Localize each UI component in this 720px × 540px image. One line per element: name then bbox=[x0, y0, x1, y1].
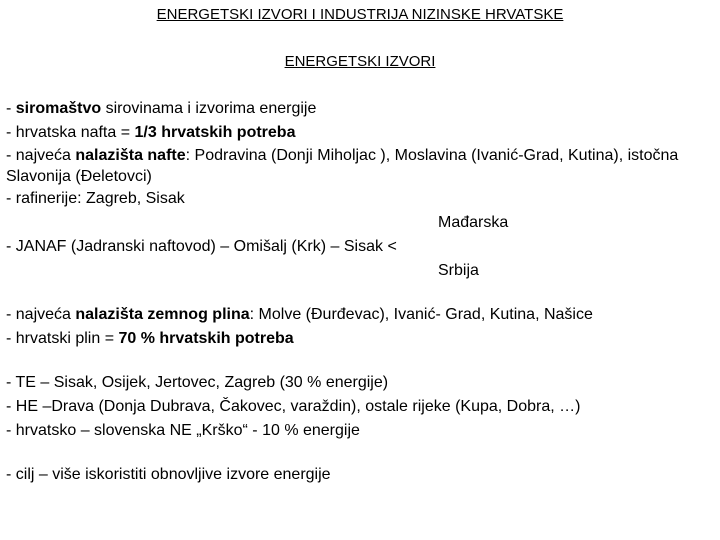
bullet-line-nuclear: - hrvatsko – slovenska NE „Krško“ - 10 % energije bbox=[6, 422, 360, 439]
bullet-line-refineries: - rafinerije: Zagreb, Sisak bbox=[6, 190, 185, 207]
bullet-line-hydro: - HE –Drava (Donja Dubrava, Čakovec, varaždin), ostale rijeke (Kupa, Dobra, …) bbox=[6, 398, 581, 415]
bullet-line-poverty: - siromaštvo sirovinama i izvorima energije bbox=[6, 100, 317, 117]
spacer bbox=[6, 283, 716, 303]
bold-term: siromaštvo bbox=[15, 100, 102, 117]
spacer bbox=[6, 351, 716, 371]
pipeline-branch-top: Mađarska bbox=[438, 214, 509, 231]
bold-term: 1/3 hrvatskih potreba bbox=[134, 124, 296, 141]
section-heading: ENERGETSKI IZVORI bbox=[284, 53, 436, 70]
pipeline-branch-bottom: Srbija bbox=[438, 262, 479, 279]
bullet-line-oil-fields: - najveća nalazišta nafte: Podravina (Donji Miholjac ), Moslavina (Ivanić-Grad, Kutina), istočna Slavonija (Đeletovci) bbox=[6, 147, 679, 185]
bullet-line-janaf: - JANAF (Jadranski naftovod) – Omišalj (Krk) – Sisak < bbox=[6, 238, 397, 255]
bullet-line-goal: - cilj – više iskoristiti obnovljive izvore energije bbox=[6, 466, 331, 483]
page-title: ENERGETSKI IZVORI I INDUSTRIJA NIZINSKE HRVATSKE bbox=[156, 6, 564, 23]
bold-term: nalazišta nafte bbox=[75, 147, 186, 164]
bullet-line-gas-fields: - najveća nalazišta zemnog plina: Molve (Đurđevac), Ivanić- Grad, Kutina, Našice bbox=[6, 306, 593, 323]
bold-term: nalazišta zemnog plina bbox=[75, 306, 250, 323]
bullet-line-thermal: - TE – Sisak, Osijek, Jertovec, Zagreb (30 % energije) bbox=[6, 374, 389, 391]
bullet-line-gas-share: - hrvatski plin = 70 % hrvatskih potreba bbox=[6, 330, 294, 347]
bullet-line-oil-share: - hrvatska nafta = 1/3 hrvatskih potreba bbox=[6, 124, 296, 141]
bold-term: 70 % hrvatskih potreba bbox=[118, 330, 294, 347]
spacer bbox=[6, 443, 716, 463]
content-body bbox=[6, 97, 716, 487]
